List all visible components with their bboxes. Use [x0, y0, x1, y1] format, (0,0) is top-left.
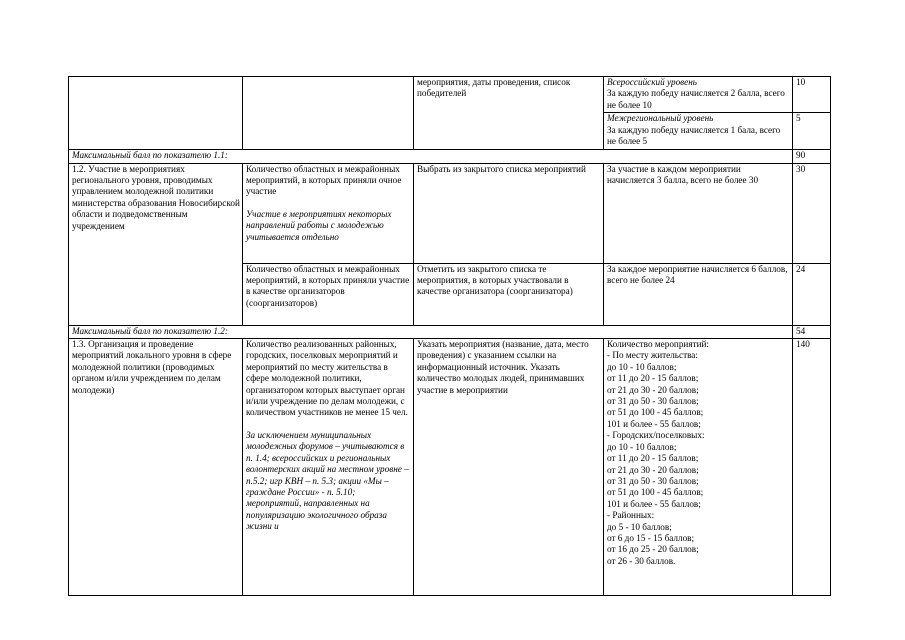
criterion-cell	[243, 77, 414, 150]
points-cell: 24	[793, 263, 831, 325]
table-row	[69, 77, 831, 113]
rule-line: до 10 - 10 баллов;	[607, 441, 677, 452]
rule-line: - Городских/поселковых:	[607, 430, 705, 441]
table-row	[69, 163, 831, 263]
rule-line: от 26 - 30 баллов.	[607, 555, 676, 566]
method-cell: Отметить из закрытого списка те мероприятия, в которых участвовали в качестве организатора (соорганизатора)	[414, 263, 604, 325]
total-label: Максимальный балл по показателю 1.2:	[69, 325, 793, 338]
criterion-cell	[243, 163, 414, 263]
method-cell: Выбрать из закрытого списка мероприятий	[414, 163, 604, 263]
points-cell: 30	[793, 163, 831, 263]
criterion-note: Участие в мероприятиях некоторых направлений работы с молодежью учитывается отдельно	[246, 208, 392, 242]
rule-line: от 6 до 15 - 15 баллов;	[607, 532, 695, 543]
rule-line: до 10 - 10 баллов;	[607, 361, 677, 372]
method-cell: Указать мероприятия (название, дата, место проведения) с указанием ссылки на информационный источник. Указать количество молодых людей, принимавших участие в мероприятии	[414, 339, 604, 596]
level-label: Межрегиональный уровень	[607, 113, 714, 124]
indicator-cell: 1.2. Участие в мероприятиях регионального уровня, проводимых управлением молодежной политики министерства образования Новосибирской области и подведомственным учреждением	[69, 163, 243, 325]
points-cell: 5	[793, 113, 831, 150]
rule-line: от 21 до 30 - 20 баллов;	[607, 384, 699, 395]
total-label: Максимальный балл по показателю 1.1:	[69, 150, 793, 163]
rule-line: от 21 до 30 - 20 баллов;	[607, 464, 699, 475]
rule-line: от 11 до 20 - 15 баллов;	[607, 453, 699, 464]
total-value: 54	[793, 325, 831, 338]
criterion-text: Количество реализованных районных, городских, поселковых мероприятий и мероприятий по месту жительства в сфере молодежной политики, организатором которых выступает орган и/или учреждение по делам молодежи, с количеством участников не менее 15 чел.	[246, 339, 408, 418]
criterion-text: Количество областных и межрайонных мероприятий, в которых приняли очное участие	[246, 163, 402, 197]
rule-line: от 11 до 20 - 15 баллов;	[607, 373, 699, 384]
points-cell: 140	[793, 339, 831, 596]
rule-line: от 51 до 100 - 45 баллов;	[607, 487, 704, 498]
rule-line: от 16 до 25 - 20 баллов;	[607, 544, 699, 555]
rule-line: 101 и более - 55 баллов;	[607, 498, 701, 509]
rule-line: от 31 до 50 - 30 баллов;	[607, 396, 699, 407]
criterion-cell	[243, 339, 414, 596]
total-row	[69, 325, 831, 338]
rule-cell: За участие в каждом мероприятии начисляется 3 балла, всего не более 30	[604, 163, 793, 263]
rule-line: от 31 до 50 - 30 баллов;	[607, 475, 699, 486]
rule-line: - По месту жительства:	[607, 350, 698, 361]
rule-cell	[604, 339, 793, 596]
rule-line: - Районных:	[607, 510, 655, 521]
rule-cell	[604, 113, 793, 150]
rule-line: Количество мероприятий:	[607, 339, 709, 350]
criterion-note: За исключением муниципальных молодежных форумов – учитываются в п. 1.4; всероссийских и региональных волонтерских акций на местном уровне – п.5.2; игр КВН – п. 5.3; акции «Мы – граждане России» - п. 5.10; мероприятий, направленных на популяризацию экологичного образа жизни и	[246, 429, 409, 532]
rule-cell	[604, 77, 793, 113]
rule-text: За каждую победу начисляется 1 бала, всего не более 5	[607, 124, 781, 147]
rule-line: от 51 до 100 - 45 баллов;	[607, 407, 704, 418]
rule-text: За каждую победу начисляется 2 балла, всего не более 10	[607, 88, 785, 110]
total-row	[69, 150, 831, 163]
method-cell: мероприятия, даты проведения, список победителей	[414, 77, 604, 150]
total-value: 90	[793, 150, 831, 163]
table-row	[69, 339, 831, 596]
rule-line: 101 и более - 55 баллов;	[607, 418, 701, 429]
criterion-cell: Количество областных и межрайонных мероприятий, в которых приняли участие в качестве организаторов (соорганизаторов)	[243, 263, 414, 325]
points-cell: 10	[793, 77, 831, 113]
rule-line: до 5 - 10 баллов;	[607, 521, 672, 532]
indicator-cell: 1.3. Организация и проведение мероприятий локального уровня в сфере молодежной политики (проводимых органом и/или учреждением по делам молодежи)	[69, 339, 243, 596]
rule-cell: За каждое мероприятие начисляется 6 баллов, всего не более 24	[604, 263, 793, 325]
criteria-table	[68, 76, 831, 596]
indicator-cell	[69, 77, 243, 150]
level-label: Всероссийский уровень	[607, 77, 697, 87]
